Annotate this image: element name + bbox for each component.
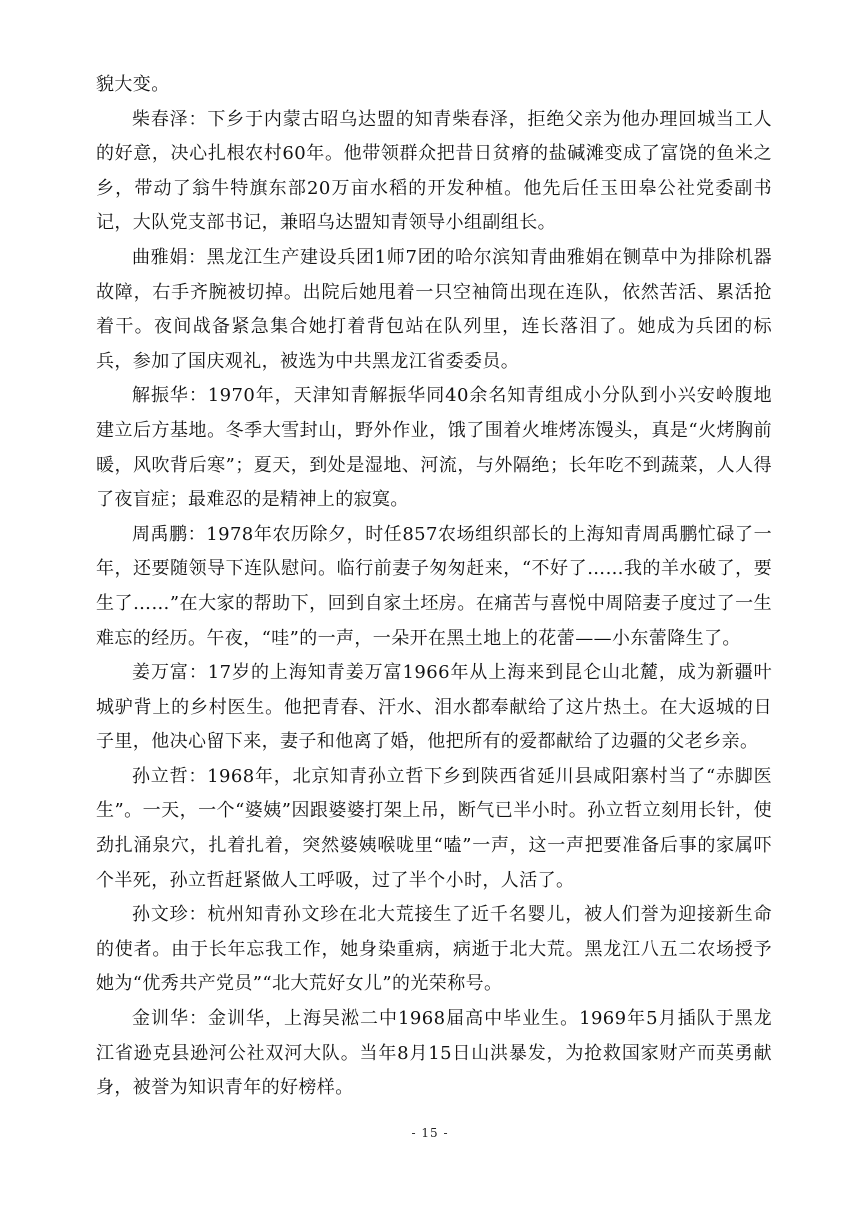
paragraph-chai-chunze: 柴春泽：下乡于内蒙古昭乌达盟的知青柴春泽，拒绝父亲为他办理回城当工人的好意，决心扎根农村60年。他带领群众把昔日贫瘠的盐碱滩变成了富饶的鱼米之乡，带动了翁牛特旗东部20万亩水稻的开发种植。他先后任玉田皋公社党委副书记，大队党支部书记，兼昭乌达盟知青领导小组副组长。 [96,108,772,234]
paragraph-jiang-wanfu: 姜万富：17岁的上海知青姜万富1966年从上海来到昆仑山北麓，成为新疆叶城驴背上的乡村医生。他把青春、汗水、泪水都奉献给了这片热土。在大返城的日子里，他决心留下来，妻子和他离了婚，他把所有的爱都献给了边疆的父老乡亲。 [96,662,772,753]
paragraph-zhou-yupeng: 周禹鹏：1978年农历除夕，时任857农场组织部长的上海知青周禹鹏忙碌了一年，还要随领导下连队慰问。临行前妻子匆匆赶来，“不好了……我的羊水破了，要生了……”在大家的帮助下，回到自家土坯房。在痛苦与喜悦中周陪妻子度过了一生难忘的经历。午夜，“哇”的一声，一朵开在黑土地上的花蕾——小东蕾降生了。 [96,523,772,649]
paragraph-continuation: 貌大变。 [96,74,170,95]
paragraph-xie-zhenhua: 解振华：1970年，天津知青解振华同40余名知青组成小分队到小兴安岭腹地建立后方基地。冬季大雪封山，野外作业，饿了围着火堆烤冻馒头，真是“火烤胸前暖，风吹背后寒”；夏天，到处是湿地、河流，与外隔绝；长年吃不到蔬菜，人人得了夜盲症；最难忍的是精神上的寂寞。 [96,385,772,511]
page-number: - 15 - [411,1126,449,1140]
paragraph-sun-wenzhen: 孙文珍：杭州知青孙文珍在北大荒接生了近千名婴儿，被人们誉为迎接新生命的使者。由于长年忘我工作，她身染重病，病逝于北大荒。黑龙江八五二农场授予她为“优秀共产党员”“北大荒好女儿”的光荣称号。 [96,904,772,995]
paragraph-jin-xunhua: 金训华：金训华，上海吴淞二中1968届高中毕业生。1969年5月插队于黑龙江省逊克县逊河公社双河大队。当年8月15日山洪暴发，为抢救国家财产而英勇献身，被誉为知识青年的好榜样。 [96,1008,772,1099]
paragraph-sun-lizhe: 孙立哲：1968年，北京知青孙立哲下乡到陕西省延川县咸阳寨村当了“赤脚医生”。一天，一个“婆姨”因跟婆婆打架上吊，断气已半小时。孙立哲立刻用长针，使劲扎涌泉穴，扎着扎着，突然婆姨喉咙里“嗑”一声，这一声把要准备后事的家属吓个半死，孙立哲赶紧做人工呼吸，过了半个小时，人活了。 [96,765,772,891]
document-body [96,68,772,1106]
paragraph-qu-yajuan: 曲雅娟：黑龙江生产建设兵团1师7团的哈尔滨知青曲雅娟在铡草中为排除机器故障，右手齐腕被切掉。出院后她甩着一只空袖筒出现在连队，依然苦活、累活抢着干。夜间战备紧急集合她打着背包站在队列里，连长落泪了。她成为兵团的标兵，参加了国庆观礼，被选为中共黑龙江省委委员。 [96,246,772,372]
